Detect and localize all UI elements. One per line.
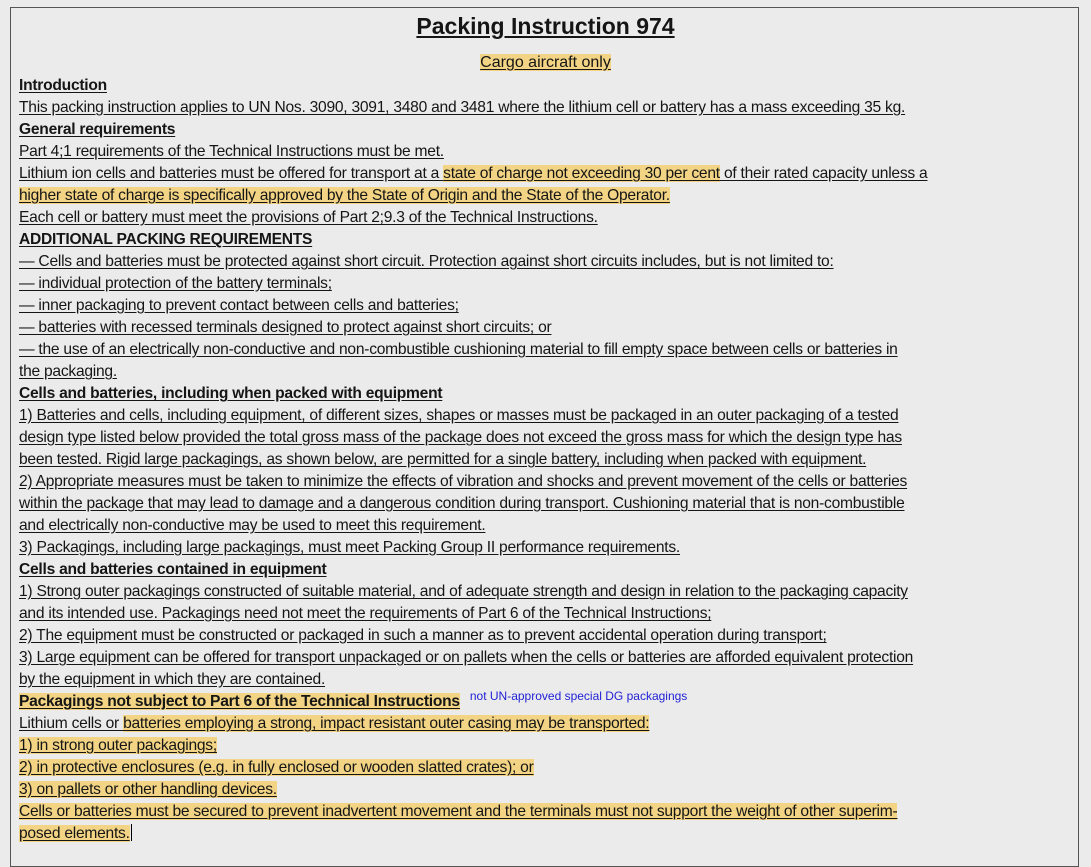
- general-heading: General requirements: [19, 121, 176, 138]
- not-subject-line-1: [19, 713, 1079, 735]
- additional-line-1: — Cells and batteries must be protected against short circuit. Protection against short circuits includes, but is not limited to:: [19, 253, 834, 270]
- with-equipment-line-2: design type listed below provided the total gross mass of the package does not exceed the gross mass for which the design type has: [19, 429, 902, 446]
- additional-line-3: — inner packaging to prevent contact between cells and batteries;: [19, 297, 459, 314]
- state-of-charge-highlight: state of charge not exceeding 30 per cent: [443, 165, 720, 182]
- intro-heading: Introduction: [19, 77, 107, 94]
- with-equipment-line-4: 2) Appropriate measures must be taken to minimize the effects of vibration and shocks and prevent movement of the cells or batteries: [19, 473, 908, 490]
- with-equipment-line-5: within the package that may lead to damage and a dangerous condition during transport. Cushioning material that is non-combustible: [19, 495, 905, 512]
- general-line-1: Part 4;1 requirements of the Technical Instructions must be met.: [19, 143, 444, 160]
- additional-line-4: — batteries with recessed terminals designed to protect against short circuits; or: [19, 319, 552, 336]
- enclosures-highlight: 2) in protective enclosures (e.g. in fully enclosed or wooden slatted crates); or: [19, 759, 534, 776]
- with-equipment-line-3: been tested. Rigid large packagings, as shown below, are permitted for a single battery, including when packed with equipment.: [19, 451, 867, 468]
- in-equipment-line-1: 1) Strong outer packagings constructed of suitable material, and of adequate strength and design in relation to the packaging capacity: [19, 583, 908, 600]
- text-cursor: [131, 824, 132, 841]
- not-subject-line-4: [19, 779, 1079, 801]
- document-body[interactable]: [19, 75, 1079, 845]
- annotation-note: not UN-approved special DG packagings: [469, 689, 688, 703]
- not-subject-heading: Packagings not subject to Part 6 of the Technical Instructions: [19, 693, 460, 710]
- strong-outer-highlight: 1) in strong outer packagings;: [19, 737, 217, 754]
- with-equipment-line-6: and electrically non-conductive may be used to meet this requirement.: [19, 517, 486, 534]
- general-line-2c: of their rated capacity unless a: [719, 165, 928, 182]
- casing-highlight: batteries employing a strong, impact resistant outer casing may be transported:: [123, 715, 650, 732]
- in-equipment-line-5: by the equipment in which they are contained.: [19, 671, 326, 688]
- intro-text: This packing instruction applies to UN Nos. 3090, 3091, 3480 and 3481 where the lithium cell or battery has a mass exceeding 35 kg.: [19, 99, 906, 116]
- pallets-highlight: 3) on pallets or other handling devices.: [19, 781, 277, 798]
- page-title: Packing Instruction 974: [416, 13, 675, 39]
- in-equipment-heading: Cells and batteries contained in equipment: [19, 561, 327, 578]
- not-subject-heading-row: [19, 691, 1079, 713]
- additional-line-5: — the use of an electrically non-conductive and non-combustible cushioning material to fill empty space between cells or batteries in: [19, 341, 898, 358]
- approval-highlight: higher state of charge is specifically approved by the State of Origin and the State of the Operator.: [19, 187, 670, 204]
- subtitle: [0, 52, 1091, 74]
- additional-line-2: — individual protection of the battery terminals;: [19, 275, 332, 292]
- not-subject-line-3: [19, 757, 1079, 779]
- posed-elements-highlight: posed elements.: [19, 825, 130, 842]
- not-subject-line-1a: Lithium cells or: [19, 715, 124, 732]
- with-equipment-heading: Cells and batteries, including when packed with equipment: [19, 385, 443, 402]
- cargo-aircraft-only-label: Cargo aircraft only: [480, 54, 611, 71]
- not-subject-line-6: [19, 823, 1079, 845]
- general-line-2: [19, 163, 1079, 185]
- not-subject-line-5: [19, 801, 1079, 823]
- additional-line-6: the packaging.: [19, 363, 117, 380]
- general-line-2a: Lithium ion cells and batteries must be offered for transport at a: [19, 165, 444, 182]
- general-line-3: [19, 185, 1079, 207]
- additional-heading: ADDITIONAL PACKING REQUIREMENTS: [19, 231, 313, 248]
- in-equipment-line-3: 2) The equipment must be constructed or packaged in such a manner as to prevent accidental operation during transport;: [19, 627, 827, 644]
- with-equipment-line-7: 3) Packagings, including large packagings, must meet Packing Group II performance requirements.: [19, 539, 680, 556]
- with-equipment-line-1: 1) Batteries and cells, including equipment, of different sizes, shapes or masses must be packaged in an outer packaging of a tested: [19, 407, 899, 424]
- general-line-4: Each cell or battery must meet the provisions of Part 2;9.3 of the Technical Instructions.: [19, 209, 598, 226]
- in-equipment-line-4: 3) Large equipment can be offered for transport unpackaged or on pallets when the cells or batteries are afforded equivalent protection: [19, 649, 914, 666]
- not-subject-line-2: [19, 735, 1079, 757]
- in-equipment-line-2: and its intended use. Packagings need not meet the requirements of Part 6 of the Technical Instructions;: [19, 605, 712, 622]
- secured-highlight: Cells or batteries must be secured to prevent inadvertent movement and the terminals must not support the weight of other superim-: [19, 803, 898, 820]
